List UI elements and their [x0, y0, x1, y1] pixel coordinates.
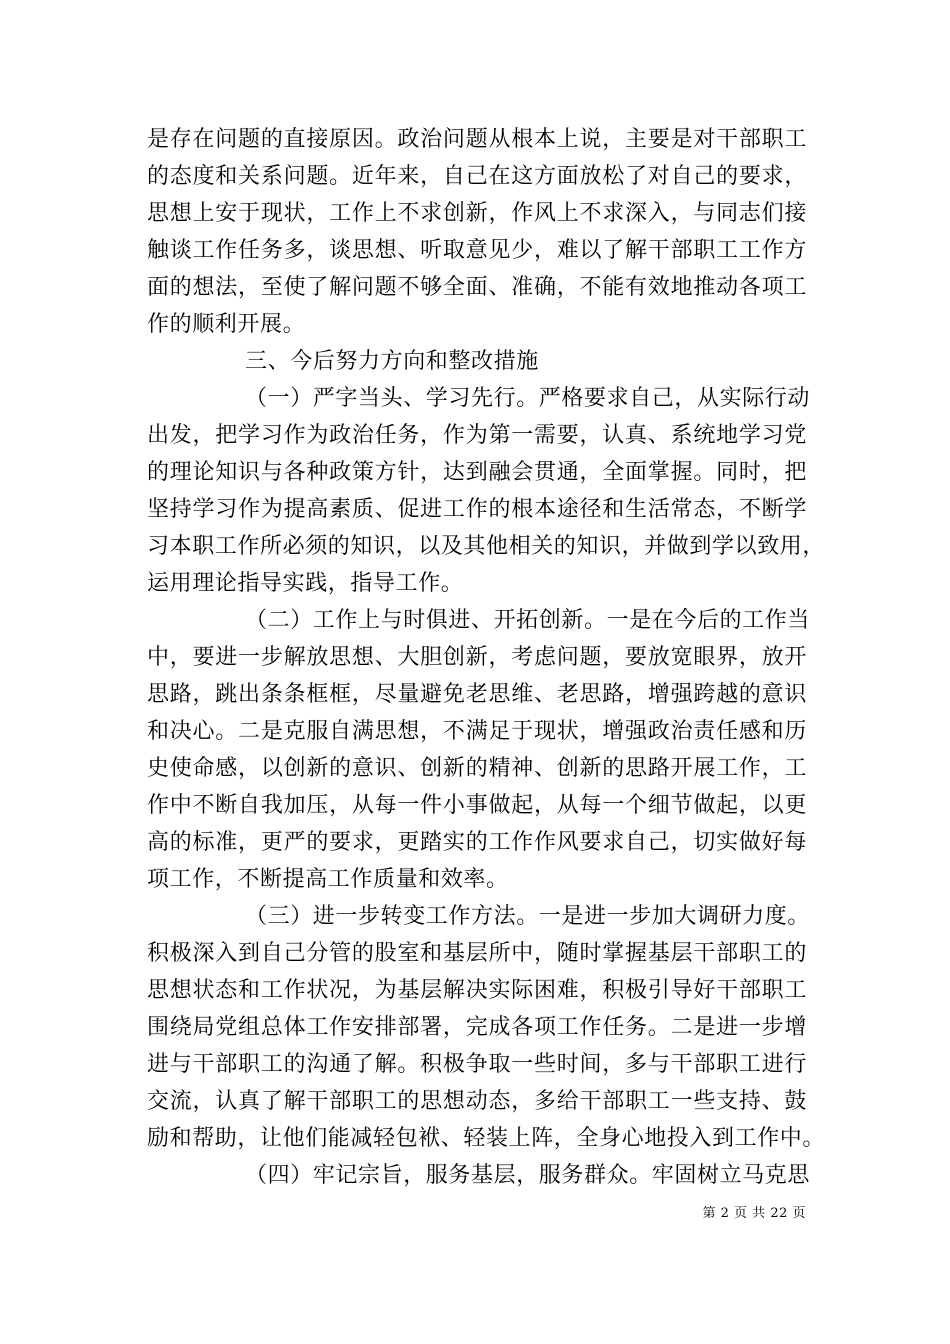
- body-line: 中，要进一步解放思想、大胆创新，考虑问题，要放宽眼界，放开: [147, 645, 807, 670]
- section-heading: 三、今后努力方向和整改措施: [245, 349, 539, 374]
- body-line: 习本职工作所必须的知识，以及其他相关的知识，并做到学以致用，: [147, 534, 826, 559]
- paragraph-start-line: （三）进一步转变工作方法。一是进一步加大调研力度。: [245, 904, 811, 929]
- body-line: 思想状态和工作状况，为基层解决实际困难，积极引导好干部职工: [147, 978, 807, 1003]
- body-line: 思路，跳出条条框框，尽量避免老思维、老思路，增强跨越的意识: [147, 682, 807, 707]
- body-line: 交流，认真了解干部职工的思想动态，多给干部职工一些支持、鼓: [147, 1089, 807, 1114]
- body-line: 积极深入到自己分管的股室和基层所中，随时掌握基层干部职工的: [147, 941, 807, 966]
- body-line: 励和帮助，让他们能减轻包袱、轻装上阵，全身心地投入到工作中。: [147, 1126, 826, 1151]
- body-line: 和决心。二是克服自满思想，不满足于现状，增强政治责任感和历: [147, 719, 807, 744]
- body-line: 围绕局党组总体工作安排部署，完成各项工作任务。二是进一步增: [147, 1015, 807, 1040]
- body-line: 是存在问题的直接原因。政治问题从根本上说，主要是对干部职工: [147, 127, 807, 152]
- body-line: 的态度和关系问题。近年来，自己在这方面放松了对自己的要求，: [147, 164, 807, 189]
- body-line: 史使命感，以创新的意识、创新的精神、创新的思路开展工作，工: [147, 756, 807, 781]
- body-line: 出发，把学习作为政治任务，作为第一需要，认真、系统地学习党: [147, 423, 807, 448]
- body-line: 进与干部职工的沟通了解。积极争取一些时间，多与干部职工进行: [147, 1052, 807, 1077]
- body-line: 思想上安于现状，工作上不求创新，作风上不求深入，与同志们接: [147, 201, 807, 226]
- body-line: 坚持学习作为提高素质、促进工作的根本途径和生活常态，不断学: [147, 497, 807, 522]
- body-line: 项工作，不断提高工作质量和效率。: [147, 867, 509, 892]
- paragraph-start-line: （一）严字当头、学习先行。严格要求自己，从实际行动: [245, 386, 811, 411]
- paragraph-start-line: （二）工作上与时俱进、开拓创新。一是在今后的工作当: [245, 608, 811, 633]
- body-line: 运用理论指导实践，指导工作。: [147, 571, 464, 596]
- body-line: 高的标准，更严的要求，更踏实的工作作风要求自己，切实做好每: [147, 830, 807, 855]
- body-line: 面的想法，至使了解问题不够全面、准确，不能有效地推动各项工: [147, 275, 807, 300]
- body-line: 的理论知识与各种政策方针，达到融会贯通，全面掌握。同时，把: [147, 460, 807, 485]
- body-line: 作的顺利开展。: [147, 312, 306, 337]
- page-number-footer: 第 2 页 共 22 页: [702, 1206, 806, 1221]
- body-line: 触谈工作任务多，谈思想、听取意见少，难以了解干部职工工作方: [147, 238, 807, 263]
- body-line: 作中不断自我加压，从每一件小事做起，从每一个细节做起，以更: [147, 793, 807, 818]
- paragraph-start-line: （四）牢记宗旨，服务基层，服务群众。牢固树立马克思: [245, 1163, 811, 1188]
